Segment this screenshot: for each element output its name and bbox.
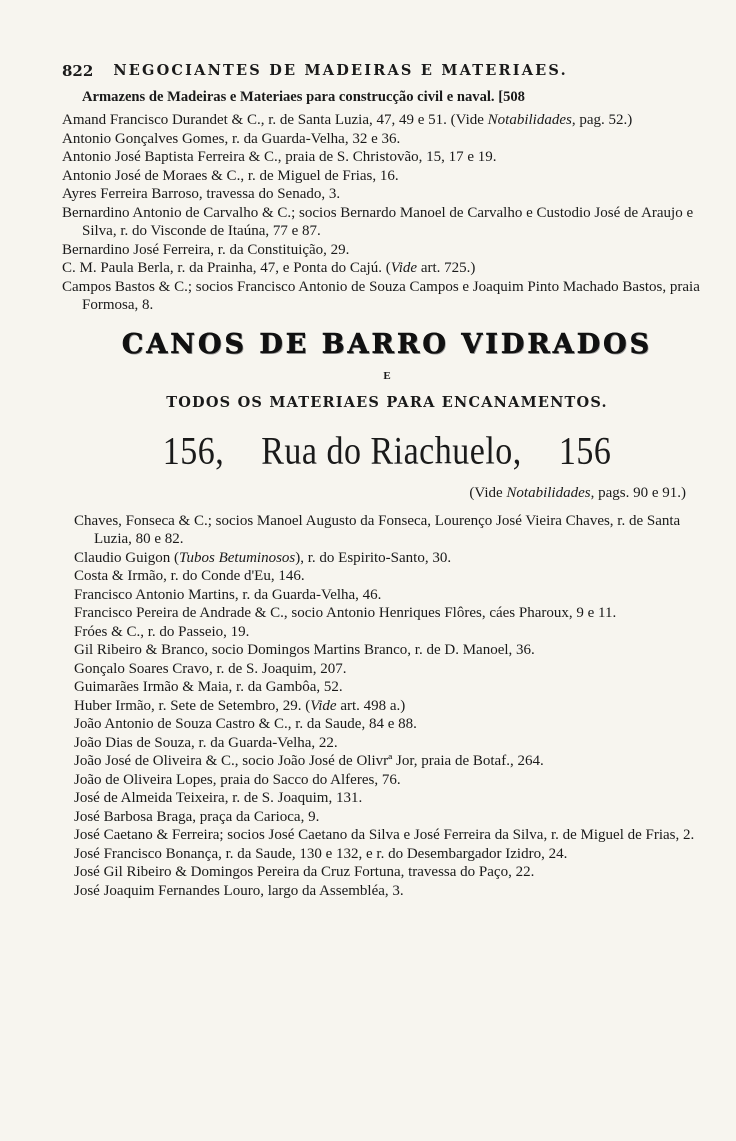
section-subtitle: Armazens de Madeiras e Materiaes para construcção civil e naval. [508 <box>82 89 525 105</box>
advert-title: CANOS DE BARRO VIDRADOS <box>121 328 653 360</box>
directory-entry: Gonçalo Soares Cravo, r. de S. Joaquim, 207. <box>74 660 347 677</box>
advert-conjunction: E <box>383 369 391 382</box>
directory-entry: C. M. Paula Berla, r. da Prainha, 47, e Ponta do Cajú. (Vide art. 725.) <box>62 260 476 276</box>
directory-entry: José Barbosa Braga, praça da Carioca, 9. <box>74 808 320 825</box>
advert-reference: (Vide Notabilidades, pags. 90 e 91.) <box>469 484 686 501</box>
advert-address <box>62 430 712 474</box>
section1-list <box>62 111 712 315</box>
directory-entry: Antonio José de Moraes & C., r. de Miguel de Frias, 16. <box>62 167 399 184</box>
directory-entry: Francisco Pereira de Andrade & C., socio Antonio Henriques Flôres, cáes Pharoux, 9 e 11. <box>74 605 617 621</box>
directory-entry: Bernardino José Ferreira, r. da Constituição, 29. <box>62 241 350 258</box>
directory-entry: Claudio Guigon (Tubos Betuminosos), r. do Espirito-Santo, 30. <box>74 549 452 566</box>
directory-entry: Chaves, Fonseca & C.; socios Manoel Augusto da Fonseca, Lourenço José Vieira Chaves, r. de Santa Luzia, 80 e 82. <box>74 512 681 547</box>
address-number-right: 156 <box>558 429 612 473</box>
page-number: 822 <box>62 62 94 80</box>
directory-entry: Fróes & C., r. do Passeio, 19. <box>74 623 250 640</box>
directory-page <box>62 62 712 900</box>
directory-entry: Bernardino Antonio de Carvalho & C.; socios Bernardo Manoel de Carvalho e Custodio José de Araujo e Silva, r. do Visconde de Itaúna, 77 e 87. <box>62 204 694 239</box>
directory-entry: Amand Francisco Durandet & C., r. de Santa Luzia, 47, 49 e 51. (Vide Notabilidades, pag. 52.) <box>62 112 633 128</box>
address-number-left: 156, <box>162 429 225 473</box>
directory-entry: João de Oliveira Lopes, praia do Sacco do Alferes, 76. <box>74 771 401 788</box>
section2-list <box>62 512 712 901</box>
directory-entry: João Antonio de Souza Castro & C., r. da Saude, 84 e 88. <box>74 716 417 732</box>
directory-entry: Antonio Gonçalves Gomes, r. da Guarda-Velha, 32 e 36. <box>62 130 401 147</box>
directory-entry: Campos Bastos & C.; socios Francisco Antonio de Souza Campos e Joaquim Pinto Machado Bastos, praia Formosa, 8. <box>62 278 700 313</box>
directory-entry: José de Almeida Teixeira, r. de S. Joaquim, 131. <box>74 790 363 806</box>
directory-entry: José Francisco Bonança, r. da Saude, 130 e 132, e r. do Desembargador Izidro, 24. <box>74 845 568 862</box>
directory-entry: Huber Irmão, r. Sete de Setembro, 29. (Vide art. 498 a.) <box>74 697 406 714</box>
directory-entry: João José de Oliveira & C., socio João José de Olivrª Jor, praia de Botaf., 264. <box>74 753 544 769</box>
directory-entry: Francisco Antonio Martins, r. da Guarda-Velha, 46. <box>74 586 382 603</box>
running-head <box>62 62 712 80</box>
directory-entry: João Dias de Souza, r. da Guarda-Velha, 22. <box>74 734 338 751</box>
directory-entry: Guimarães Irmão & Maia, r. da Gambôa, 52. <box>74 679 343 695</box>
directory-entry: Ayres Ferreira Barroso, travessa do Senado, 3. <box>62 186 341 202</box>
directory-entry: Antonio José Baptista Ferreira & C., praia de S. Christovão, 15, 17 e 19. <box>62 149 497 165</box>
directory-entry: José Caetano & Ferreira; socios José Caetano da Silva e José Ferreira da Silva, r. de Miguel de Frias, 2. <box>74 827 695 843</box>
page-title: NEGOCIANTES DE MADEIRAS E MATERIAES. <box>113 62 568 79</box>
directory-entry: José Joaquim Fernandes Louro, largo da Assembléa, 3. <box>74 882 404 899</box>
directory-entry: Gil Ribeiro & Branco, socio Domingos Martins Branco, r. de D. Manoel, 36. <box>74 642 535 658</box>
directory-entry: Costa & Irmão, r. do Conde d'Eu, 146. <box>74 568 305 584</box>
advert-subtitle: TODOS OS MATERIAES PARA ENCANAMENTOS. <box>166 393 608 411</box>
address-street: Rua do Riachuelo, <box>261 429 522 473</box>
directory-entry: José Gil Ribeiro & Domingos Pereira da Cruz Fortuna, travessa do Paço, 22. <box>74 864 535 880</box>
